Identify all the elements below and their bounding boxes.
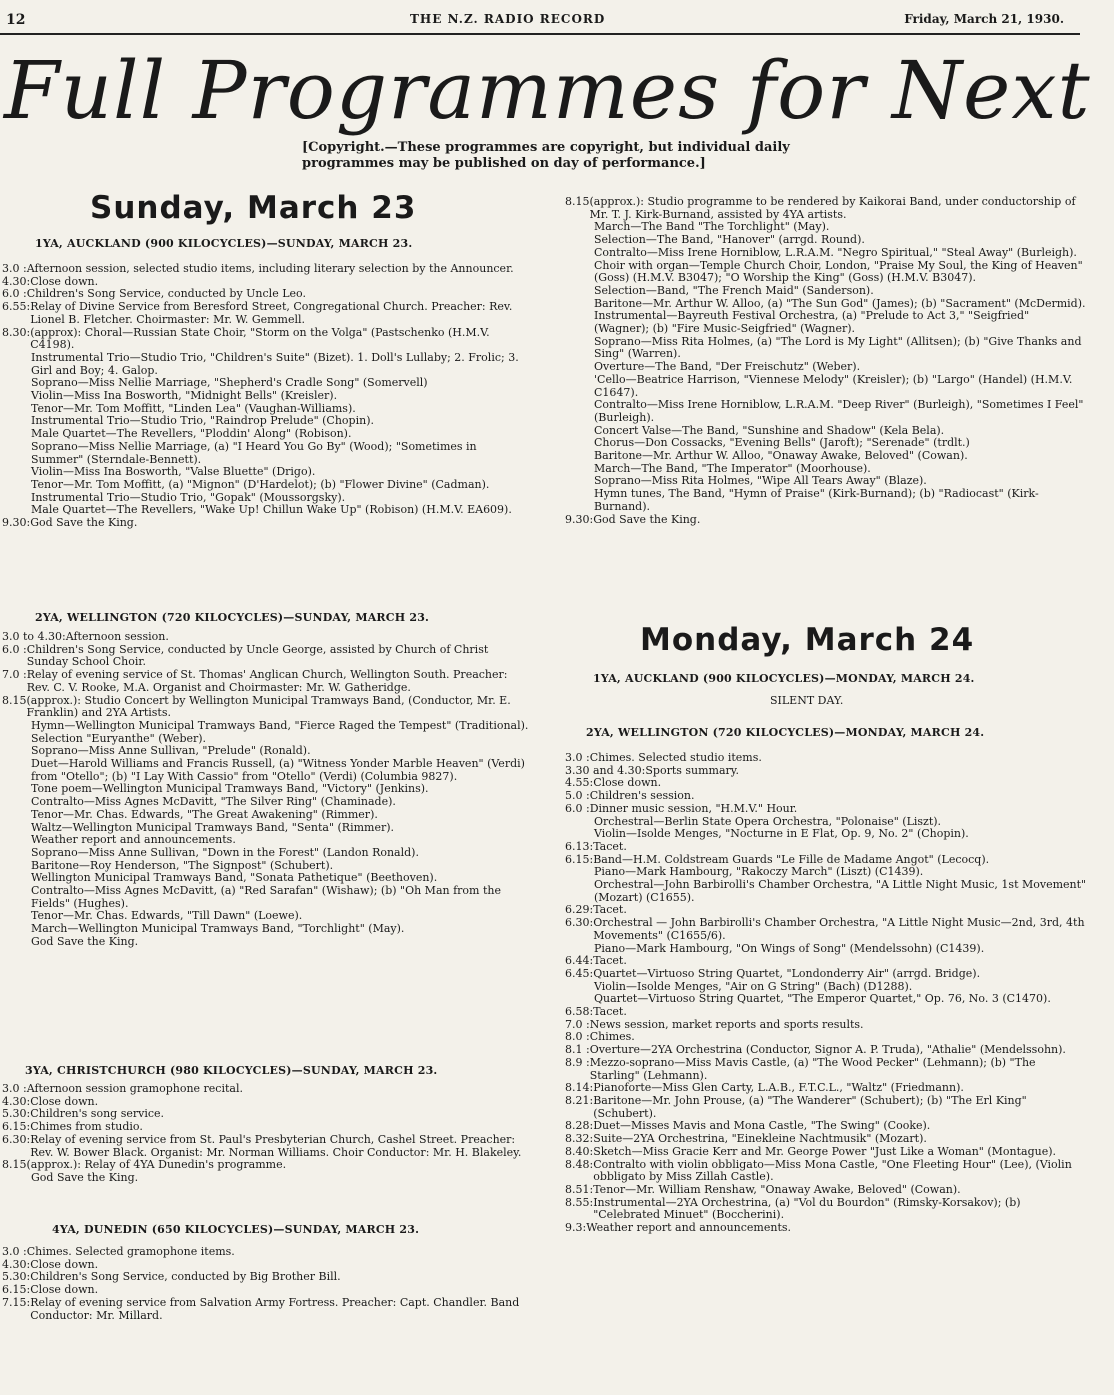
- entry-time: 8.15: [565, 195, 590, 208]
- entry-text: Sports summary.: [645, 763, 740, 777]
- entry-text: Children's session.: [589, 789, 695, 803]
- programme-entry: [2, 669, 532, 694]
- entry-time: 7.0 :: [565, 1017, 590, 1031]
- entry-time: 9.30:: [565, 512, 594, 526]
- entry-text: Tacet.: [593, 1005, 627, 1019]
- 4ya-sunday-list: [2, 1246, 532, 1322]
- entry-text: Piano—Mark Hambourg, "On Wings of Song" (Mendelssohn) (C1439).: [594, 941, 985, 955]
- programme-entry: [2, 1297, 532, 1322]
- entry-time: 6.45:: [565, 966, 594, 980]
- entry-text: Duet—Harold Williams and Francis Russell, (a) "Witness Yonder Marble Heaven" (Verdi) from "Otello"; (b) "I Lay With Cassio" from "Otello" (Verdi) (Columbia 9827).: [31, 757, 525, 783]
- programme-entry: [565, 196, 1087, 221]
- entry-text: Close down.: [593, 776, 662, 790]
- issue-date: Friday, March 21, 1930.: [904, 12, 1064, 26]
- entry-text: Chimes. Selected studio items.: [589, 751, 762, 764]
- entry-text: Hymn—Wellington Municipal Tramways Band, "Fierce Raged the Tempest" (Traditional).: [31, 718, 529, 732]
- entry-text: Male Quartet—The Revellers, "Wake Up! Chillun Wake Up" (Robison) (H.M.V. EA609).: [31, 503, 512, 517]
- programme-entry: [2, 441, 532, 466]
- entry-text: Afternoon session, selected studio items, including literary selection by the Announcer.: [26, 262, 514, 275]
- entry-text: Concert Valse—The Band, "Sunshine and Shadow" (Kela Bela).: [594, 423, 945, 437]
- entry-time: 3.0 :: [2, 262, 27, 275]
- entry-text: Close down.: [30, 274, 99, 288]
- entry-time: 8.48:: [565, 1157, 594, 1171]
- 3ya-sunday-heading: 3YA, CHRISTCHURCH (980 KILOCYCLES)—SUNDAY, MARCH 23.: [25, 1064, 438, 1077]
- entry-text: Weather report and announcements.: [586, 1221, 792, 1235]
- entry-text: Piano—Mark Hambourg, "Rakoczy March" (Liszt) (C1439).: [594, 865, 924, 879]
- 2ya-sunday-heading: 2YA, WELLINGTON (720 KILOCYCLES)—SUNDAY, MARCH 23.: [35, 611, 430, 624]
- programme-entry: [565, 361, 1087, 374]
- entry-time: 8.0 :: [565, 1030, 590, 1044]
- entry-text: Soprano—Miss Nellie Marriage, (a) "I Heard You Go By" (Wood); "Sometimes in Summer" (Sterndale-Bennett).: [31, 439, 477, 466]
- entry-text: God Save the King.: [31, 1170, 139, 1184]
- entry-text: Contralto with violin obbligato—Miss Mona Castle, "One Fleeting Hour" (Lee), (Violin obbligato by Miss Zillah Castle).: [593, 1157, 1072, 1184]
- entry-text: Baritone—Roy Henderson, "The Signpost" (Schubert).: [31, 858, 334, 872]
- entry-time: 9.30:: [2, 516, 31, 530]
- monday-heading: Monday, March 24: [640, 622, 975, 658]
- programme-entry: [565, 399, 1087, 424]
- programme-entry: [2, 796, 532, 809]
- programme-entry: [565, 1057, 1087, 1082]
- entry-text: Baritone—Mr. Arthur W. Alloo, "Onaway Awake, Beloved" (Cowan).: [594, 449, 968, 463]
- entry-text: Mezzo-soprano—Miss Mavis Castle, (a) "The Wood Pecker" (Lehmann); (b) "The Starling" (Lehmann).: [589, 1055, 1036, 1082]
- programme-entry: [565, 968, 1087, 981]
- entry-time: 4.30:: [2, 274, 31, 288]
- programme-entry: [2, 352, 532, 377]
- entry-text: Afternoon session gramophone recital.: [26, 1082, 243, 1095]
- entry-text: Relay of evening service from Salvation Army Fortress. Preacher: Capt. Chandler. Band Conductor: Mr. Millard.: [30, 1295, 520, 1322]
- entry-text: Overture—2YA Orchestrina (Conductor, Signor A. P. Truda), "Athalie" (Mendelssohn).: [589, 1043, 1066, 1057]
- entry-time: 5.30:: [2, 1270, 31, 1284]
- entry-time: 6.0 :: [2, 287, 27, 301]
- programme-entry: [2, 936, 532, 949]
- programme-entry: [2, 1083, 532, 1096]
- entry-time: 8.21:: [565, 1093, 594, 1107]
- entry-text: Selection "Euryanthe" (Weber).: [31, 731, 207, 745]
- entry-text: Sketch—Miss Gracie Kerr and Mr. George Power "Just Like a Woman" (Montague).: [593, 1144, 1056, 1158]
- programme-entry: [2, 809, 532, 822]
- programme-entry: [565, 803, 1087, 816]
- 3ya-sunday-list: [2, 1083, 532, 1185]
- programme-entry: [565, 247, 1087, 260]
- entry-time: 8.51:: [565, 1182, 594, 1196]
- entry-text: Violin—Miss Ina Bosworth, "Midnight Bells" (Kreisler).: [31, 389, 338, 403]
- entry-time: 3.0 :: [565, 751, 590, 764]
- entry-text: Soprano—Miss Rita Holmes, (a) "The Lord is My Light" (Allitsen); (b) "Give Thanks and Sing" (Warren).: [594, 334, 1082, 361]
- entry-text: (approx.): Relay of 4YA Dunedin's programme.: [26, 1158, 287, 1172]
- programme-entry: [2, 923, 532, 936]
- entry-text: Contralto—Miss Irene Horniblow, L.R.A.M. "Deep River" (Burleigh), "Sometimes I Feel" (Burleigh).: [594, 398, 1084, 424]
- entry-time: 8.32:: [565, 1132, 594, 1146]
- entry-text: Violin—Miss Ina Bosworth, "Valse Bluette" (Drigo).: [31, 465, 316, 479]
- programme-entry: [2, 758, 532, 783]
- entry-time: 8.30:: [2, 325, 31, 339]
- entry-time: 7.0 :: [2, 668, 27, 682]
- programme-entry: [2, 720, 532, 733]
- programme-entry: [565, 234, 1087, 247]
- entry-time: 6.29:: [565, 903, 594, 917]
- 4ya-sunday-heading: 4YA, DUNEDIN (650 KILOCYCLES)—SUNDAY, MARCH 23.: [52, 1223, 420, 1236]
- entry-text: Close down.: [30, 1283, 99, 1297]
- entry-text: Soprano—Miss Nellie Marriage, "Shepherd's Cradle Song" (Somervell): [31, 376, 428, 390]
- programme-entry: [2, 1172, 532, 1185]
- entry-text: (approx.): Studio Concert by Wellington Municipal Tramways Band, (Conductor, Mr. E. Franklin) and 2YA Artists.: [26, 693, 511, 720]
- programme-entry: [565, 488, 1087, 513]
- entry-text: Dinner music session, "H.M.V." Hour.: [589, 801, 798, 815]
- entry-text: Children's song service.: [30, 1107, 165, 1121]
- entry-text: Pianoforte—Miss Glen Carty, L.A.B., F.T.C.L., "Waltz" (Friedmann).: [593, 1081, 964, 1095]
- entry-time: 4.30:: [2, 1257, 31, 1271]
- entry-text: Tenor—Mr. Chas. Edwards, "The Great Awakening" (Rimmer).: [31, 807, 378, 821]
- entry-text: Selection—Band, "The French Maid" (Sanderson).: [594, 283, 874, 297]
- entry-time: 5.0 :: [565, 789, 590, 803]
- programme-entry: [565, 1159, 1087, 1184]
- entry-time: 6.55:: [2, 300, 31, 314]
- programme-entry: [565, 790, 1087, 803]
- programme-entry: [565, 1006, 1087, 1019]
- programme-entry: [2, 301, 532, 326]
- entry-text: Baritone—Mr. Arthur W. Alloo, (a) "The Sun God" (James); (b) "Sacrament" (McDermid).: [594, 296, 1086, 310]
- programme-entry: [2, 390, 532, 403]
- entry-time: 9.3:: [565, 1221, 587, 1235]
- programme-entry: [565, 917, 1087, 942]
- entry-text: God Save the King.: [30, 516, 138, 530]
- programme-entry: [565, 993, 1087, 1006]
- programme-entry: [2, 695, 532, 720]
- entry-time: 3.30 and 4.30:: [565, 763, 646, 777]
- programme-entry: [565, 336, 1087, 361]
- programme-entry: [565, 1184, 1087, 1197]
- entry-time: 5.30:: [2, 1107, 31, 1121]
- entry-text: (approx): Choral—Russian State Choir, "Storm on the Volga" (Pastschenko (H.M.V. C4198).: [30, 325, 490, 352]
- entry-text: March—The Band "The Torchlight" (May).: [594, 220, 830, 234]
- programme-entry: [2, 847, 532, 860]
- entry-text: Soprano—Miss Rita Holmes, "Wipe All Tears Away" (Blaze).: [594, 474, 927, 488]
- entry-time: 8.9 :: [565, 1055, 590, 1069]
- 1ya-sunday-heading: 1YA, AUCKLAND (900 KILOCYCLES)—SUNDAY, MARCH 23.: [35, 237, 413, 250]
- entry-text: Violin—Isolde Menges, "Air on G String" (Bach) (D1288).: [594, 979, 913, 993]
- entry-text: Tacet.: [593, 903, 627, 917]
- entry-text: Close down.: [30, 1094, 99, 1108]
- entry-text: Tenor—Mr. Tom Moffitt, "Linden Lea" (Vaughan-Williams).: [31, 401, 356, 415]
- programme-entry: [2, 517, 532, 530]
- entry-time: 3.0 to 4.30:: [2, 630, 66, 643]
- programme-entry: [565, 1019, 1087, 1032]
- programme-entry: [565, 1222, 1087, 1235]
- entry-text: Instrumental Trio—Studio Trio, "Raindrop Prelude" (Chopin).: [31, 414, 374, 428]
- entry-text: Choir with organ—Temple Church Choir, London, "Praise My Soul, the King of Heaven" (Goss) (H.M.V. B3047); "O Worship the King" (Goss) (H.M.V. B3047).: [594, 258, 1083, 285]
- 4ya-sunday-continued-list: [565, 196, 1087, 526]
- entry-text: March—The Band, "The Imperator" (Moorhouse).: [594, 461, 871, 475]
- entry-time: 6.0 :: [2, 642, 27, 656]
- programme-entry: [565, 260, 1087, 285]
- entry-time: 8.55:: [565, 1195, 594, 1209]
- copyright-notice: [Copyright.—These programmes are copyright, but individual daily programmes may be published on day of performance.]: [302, 140, 790, 171]
- 2ya-sunday-list: [2, 631, 532, 949]
- entry-text: Relay of evening service of St. Thomas' Anglican Church, Wellington South. Preacher: Rev. C. V. Rooke, M.A. Organist and Choirmaster: Mr. W. Gatheridge.: [26, 668, 508, 694]
- entry-text: Tacet.: [593, 839, 627, 853]
- programme-entry: [565, 828, 1087, 841]
- entry-text: Chimes. Selected gramophone items.: [26, 1245, 235, 1258]
- programme-entry: [2, 1121, 532, 1134]
- entry-text: Violin—Isolde Menges, "Nocturne in E Flat, Op. 9, No. 2" (Chopin).: [594, 827, 969, 841]
- header-rule: [0, 33, 1080, 35]
- sunday-heading: Sunday, March 23: [90, 190, 417, 226]
- entry-text: Children's Song Service, conducted by Uncle George, assisted by Church of Christ Sunday School Choir.: [26, 642, 489, 669]
- programme-entry: [565, 1095, 1087, 1120]
- entry-text: 'Cello—Beatrice Harrison, "Viennese Melody" (Kreisler); (b) "Largo" (Handel) (H.M.V. C1647).: [594, 372, 1073, 399]
- programme-entry: [565, 450, 1087, 463]
- 1ya-monday-heading: 1YA, AUCKLAND (900 KILOCYCLES)—MONDAY, MARCH 24.: [593, 672, 975, 685]
- programme-entry: [2, 1246, 532, 1259]
- programme-entry: [565, 841, 1087, 854]
- entry-text: Instrumental Trio—Studio Trio, "Children's Suite" (Bizet). 1. Doll's Lullaby; 2. Frolic; 3. Girl and Boy; 4. Galop.: [31, 350, 519, 377]
- programme-entry: [565, 1197, 1087, 1222]
- entry-text: Male Quartet—The Revellers, "Ploddin' Along" (Robison).: [31, 427, 352, 441]
- entry-time: 6.15:: [2, 1120, 31, 1134]
- entry-time: 6.44:: [565, 954, 594, 968]
- entry-text: God Save the King.: [593, 512, 701, 526]
- entry-time: 6.13:: [565, 839, 594, 853]
- entry-text: March—Wellington Municipal Tramways Band, "Torchlight" (May).: [31, 922, 405, 936]
- entry-text: Soprano—Miss Anne Sullivan, "Down in the Forest" (Landon Ronald).: [31, 845, 419, 859]
- entry-text: Orchestral—Berlin State Opera Orchestra, "Polonaise" (Liszt).: [594, 814, 942, 828]
- entry-text: Tenor—Mr. William Renshaw, "Onaway Awake, Beloved" (Cowan).: [593, 1182, 961, 1196]
- programme-entry: [2, 1134, 532, 1159]
- entry-text: Overture—The Band, "Der Freischutz" (Weber).: [594, 360, 861, 374]
- entry-text: Selection—The Band, "Hanover" (arrgd. Round).: [594, 233, 865, 247]
- programme-entry: [2, 428, 532, 441]
- entry-time: 6.58:: [565, 1005, 594, 1019]
- entry-text: Hymn tunes, The Band, "Hymn of Praise" (Kirk-Burnand); (b) "Radiocast" (Kirk-Burnand).: [594, 487, 1039, 513]
- entry-text: Chimes from studio.: [30, 1120, 143, 1134]
- programme-entry: [2, 631, 532, 644]
- programme-entry: [2, 479, 532, 492]
- 2ya-monday-list: [565, 752, 1087, 1235]
- entry-time: 4.55:: [565, 776, 594, 790]
- programme-entry: [565, 752, 1087, 765]
- entry-time: 6.15:: [2, 1283, 31, 1297]
- programme-entry: [565, 1133, 1087, 1146]
- entry-text: (approx.): Studio programme to be rendered by Kaikorai Band, under conductorship of Mr. T. J. Kirk-Burnand, assisted by 4YA artists.: [589, 195, 1076, 221]
- programme-entry: [565, 879, 1087, 904]
- entry-text: Chimes.: [589, 1030, 635, 1044]
- entry-text: Orchestral—John Barbirolli's Chamber Orchestra, "A Little Night Music, 1st Movement" (Mozart) (C1655).: [594, 878, 1087, 904]
- entry-text: Suite—2YA Orchestrina, "Einekleine Nachtmusik" (Mozart).: [593, 1132, 927, 1146]
- entry-text: Tenor—Mr. Chas. Edwards, "Till Dawn" (Loewe).: [31, 909, 303, 923]
- programme-entry: [2, 885, 532, 910]
- entry-text: Contralto—Miss Irene Horniblow, L.R.A.M. "Negro Spiritual," "Steal Away" (Burleigh).: [594, 245, 1077, 259]
- entry-text: Waltz—Wellington Municipal Tramways Band, "Senta" (Rimmer).: [31, 820, 395, 834]
- entry-text: Wellington Municipal Tramways Band, "Sonata Pathetique" (Beethoven).: [31, 871, 438, 885]
- 2ya-monday-heading: 2YA, WELLINGTON (720 KILOCYCLES)—MONDAY, MARCH 24.: [586, 726, 985, 739]
- entry-text: God Save the King.: [31, 934, 139, 948]
- entry-text: Children's Song Service, conducted by Uncle Leo.: [26, 287, 306, 301]
- programme-entry: [565, 310, 1087, 335]
- entry-text: Afternoon session.: [65, 630, 169, 643]
- entry-text: Instrumental—2YA Orchestrina, (a) "Vol du Bourdon" (Rimsky-Korsakov); (b) "Celebrated Minuet" (Boccherini).: [593, 1195, 1021, 1222]
- entry-time: 6.15:: [565, 852, 594, 866]
- entry-time: 8.40:: [565, 1144, 594, 1158]
- entry-text: Relay of Divine Service from Beresford Street, Congregational Church. Preacher: Rev. Lionel B. Fletcher. Choirmaster: Mr. W. Gemmell.: [30, 300, 513, 326]
- page-number: 12: [6, 12, 26, 28]
- publication-name: THE N.Z. RADIO RECORD: [410, 12, 606, 26]
- entry-text: Contralto—Miss Agnes McDavitt, (a) "Red Sarafan" (Wishaw); (b) "Oh Man from the Fields" (Hughes).: [31, 884, 501, 910]
- entry-text: Relay of evening service from St. Paul's Presbyterian Church, Cashel Street. Preacher: Rev. W. Bower Black. Organist: Mr. Norman Williams. Choir Conductor: Mr. H. Blakeley.: [30, 1132, 522, 1159]
- programme-entry: [565, 943, 1087, 956]
- programme-entry: [565, 1146, 1087, 1159]
- entry-time: 3.0 :: [2, 1082, 27, 1095]
- entry-text: Tenor—Mr. Tom Moffitt, (a) "Mignon" (D'Hardelot); (b) "Flower Divine" (Cadman).: [31, 477, 490, 491]
- entry-time: 8.1 :: [565, 1043, 590, 1057]
- entry-time: 7.15:: [2, 1295, 31, 1309]
- entry-time: 6.0 :: [565, 801, 590, 815]
- entry-text: News session, market reports and sports results.: [589, 1017, 864, 1031]
- programme-entry: [565, 1044, 1087, 1057]
- 1ya-sunday-list: [2, 263, 532, 530]
- entry-time: 6.30:: [565, 916, 594, 930]
- entry-text: Tone poem—Wellington Municipal Tramways Band, "Victory" (Jenkins).: [31, 782, 429, 796]
- programme-entry: [2, 1284, 532, 1297]
- entry-text: Orchestral — John Barbirolli's Chamber Orchestra, "A Little Night Music—2nd, 3rd, 4th Movements" (C1655/6).: [593, 916, 1085, 942]
- entry-text: Weather report and announcements.: [31, 833, 236, 847]
- programme-entry: [565, 285, 1087, 298]
- programme-entry: [565, 514, 1087, 527]
- programme-entry: [2, 327, 532, 352]
- entry-text: Instrumental—Bayreuth Festival Orchestra, (a) "Prelude to Act 3," "Seigfried" (Wagner); (b) "Fire Music-Seigfried" (Wagner).: [594, 309, 1030, 336]
- entry-text: Children's Song Service, conducted by Big Brother Bill.: [30, 1270, 341, 1284]
- entry-time: 8.14:: [565, 1081, 594, 1095]
- entry-time: 3.0 :: [2, 1245, 27, 1258]
- entry-time: 4.30:: [2, 1094, 31, 1108]
- entry-time: 8.15: [2, 693, 27, 707]
- entry-time: 6.30:: [2, 1132, 31, 1146]
- entry-text: Duet—Misses Mavis and Mona Castle, "The Swing" (Cooke).: [593, 1119, 931, 1133]
- entry-time: 8.15: [2, 1158, 27, 1172]
- entry-time: 8.28:: [565, 1119, 594, 1133]
- silent-day-note: SILENT DAY.: [770, 694, 844, 707]
- entry-text: Quartet—Virtuoso String Quartet, "The Emperor Quartet," Op. 76, No. 3 (C1470).: [594, 992, 1051, 1006]
- page-title: Full Programmes for Next: [4, 44, 1091, 137]
- entry-text: Baritone—Mr. John Prouse, (a) "The Wanderer" (Schubert); (b) "The Erl King" (Schubert).: [593, 1093, 1027, 1120]
- entry-text: Band—H.M. Coldstream Guards "Le Fille de Madame Angot" (Lecocq).: [593, 852, 990, 866]
- programme-entry: [2, 263, 532, 276]
- running-header: [0, 10, 1114, 32]
- entry-text: Chorus—Don Cossacks, "Evening Bells" (Jaroft); "Serenade" (trdlt.): [594, 436, 970, 450]
- entry-text: Quartet—Virtuoso String Quartet, "Londonderry Air" (arrgd. Bridge).: [593, 966, 981, 980]
- entry-text: Instrumental Trio—Studio Trio, "Gopak" (Moussorgsky).: [31, 490, 346, 504]
- entry-text: Tacet.: [593, 954, 627, 968]
- entry-text: Close down.: [30, 1257, 99, 1271]
- entry-text: Contralto—Miss Agnes McDavitt, "The Silver Ring" (Chaminade).: [31, 795, 396, 809]
- programme-entry: [2, 644, 532, 669]
- entry-text: Soprano—Miss Anne Sullivan, "Prelude" (Ronald).: [31, 744, 311, 758]
- programme-entry: [565, 374, 1087, 399]
